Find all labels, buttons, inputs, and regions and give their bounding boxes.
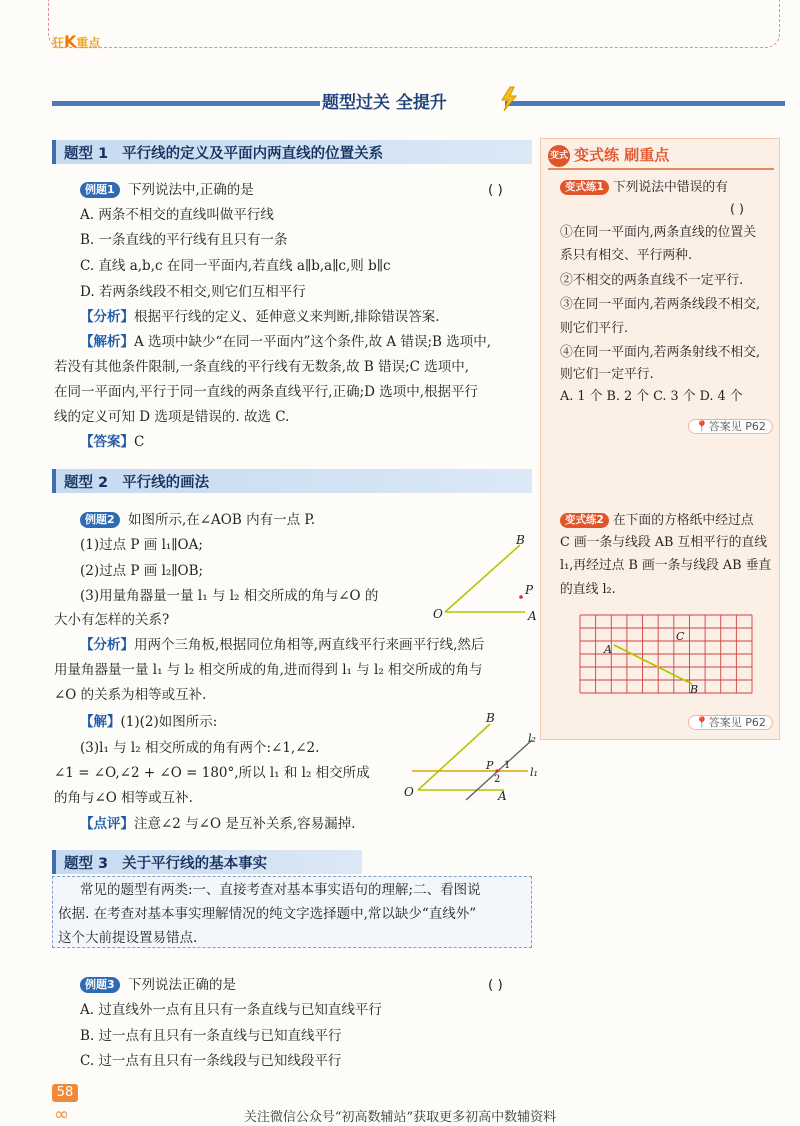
svg-text:2: 2 bbox=[494, 774, 501, 785]
example1-solution-line: 若没有其他条件限制,一条直线的平行线有无数条,故 B 错误;C 选项中, bbox=[54, 359, 470, 375]
variant1-line: 则它们平行. bbox=[560, 321, 629, 336]
example2-analysis-line: 用量角器量一量 l₁ 与 l₂ 相交所成的角,进而得到 l₁ 与 l₂ 相交所成的角与 bbox=[54, 662, 483, 678]
svg-text:P: P bbox=[525, 583, 534, 597]
variant-badge-icon: 变式 bbox=[548, 145, 570, 167]
pin-icon: 📍 bbox=[695, 716, 709, 729]
variant1-line: ③在同一平面内,若两条线段不相交, bbox=[560, 297, 761, 312]
variant2-answer-ref[interactable]: 📍答案见 P62 bbox=[688, 714, 773, 730]
variant1-answer-paren: ( ) bbox=[730, 202, 745, 217]
svg-text:B: B bbox=[516, 533, 525, 547]
page-number: 58 bbox=[52, 1084, 78, 1102]
example1-question: 例题1 下列说法中,正确的是 bbox=[80, 178, 254, 202]
svg-text:P: P bbox=[486, 759, 494, 772]
variant1-line: ②不相交的两条直线不一定平行. bbox=[560, 273, 744, 288]
example2-item: (3)用量角器量一量 l₁ 与 l₂ 相交所成的角与∠O 的 bbox=[80, 588, 379, 604]
lightning-icon bbox=[498, 86, 520, 112]
example1-option-c: C. 直线 a,b,c 在同一平面内,若直线 a∥b,a∥c,则 b∥c bbox=[80, 258, 391, 274]
angle-figure-1 bbox=[425, 530, 545, 622]
svg-text:l₁: l₁ bbox=[530, 766, 538, 779]
brand-logo: 狂K重点 bbox=[52, 32, 101, 51]
type2-heading: 题型 2 平行线的画法 bbox=[52, 469, 532, 493]
example1-solution-line: 线的定义可知 D 选项是错误的. 故选 C. bbox=[54, 409, 290, 425]
footer-note: 关注微信公众号“初高数辅站”获取更多初高中数辅资料 bbox=[243, 1110, 557, 1125]
example2-solve-line: ∠1 = ∠O,∠2 + ∠O = 180°,所以 l₁ 和 l₂ 相交所成 bbox=[54, 765, 370, 781]
example1-answer-paren: ( ) bbox=[488, 182, 503, 198]
variant2-line: 变式练2 在下面的方格纸中经过点 bbox=[560, 510, 754, 532]
example2-item: (1)过点 P 画 l₁∥OA; bbox=[80, 537, 203, 553]
example3-option-c: C. 过一点有且只有一条线段与已知线段平行 bbox=[80, 1053, 342, 1069]
type3-heading: 题型 3 关于平行线的基本事实 bbox=[52, 850, 362, 874]
type1-heading: 题型 1 平行线的定义及平面内两直线的位置关系 bbox=[52, 140, 532, 164]
example1-option-b: B. 一条直线的平行线有且只有一条 bbox=[80, 232, 288, 248]
grid-figure bbox=[578, 613, 768, 697]
svg-text:O: O bbox=[404, 785, 414, 799]
pin-icon: 📍 bbox=[695, 420, 709, 433]
svg-text:l₂: l₂ bbox=[528, 732, 536, 745]
variant1-question: 变式练1 下列说法中错误的有 bbox=[560, 177, 728, 199]
example1-answer: 【答案】C bbox=[80, 434, 145, 450]
example3-label: 例题3 bbox=[80, 977, 120, 993]
svg-text:B: B bbox=[690, 683, 699, 696]
example2-solve-line: (3)l₁ 与 l₂ 相交所成的角有两个:∠1,∠2. bbox=[80, 740, 320, 756]
variant-heading-rule bbox=[548, 168, 774, 170]
svg-text:1: 1 bbox=[504, 760, 511, 771]
variant2-line: C 画一条与线段 AB 互相平行的直线 bbox=[560, 535, 767, 550]
variant1-options: A. 1 个 B. 2 个 C. 3 个 D. 4 个 bbox=[560, 389, 743, 404]
title-rule-left bbox=[52, 101, 320, 106]
variant2-line: 的直线 l₂. bbox=[560, 582, 616, 597]
variant1-line: ①在同一平面内,两条直线的位置关 bbox=[560, 225, 757, 240]
example1-solution-line: 在同一平面内,平行于同一直线的两条直线平行,正确;D 选项中,根据平行 bbox=[54, 384, 479, 400]
svg-text:A: A bbox=[528, 609, 537, 622]
variant2-line: l₁,再经过点 B 画一条与线段 AB 垂直 bbox=[560, 558, 772, 573]
example1-label: 例题1 bbox=[80, 182, 120, 198]
example1-analysis: 【分析】根据平行线的定义、延伸意义来判断,排除错误答案. bbox=[80, 309, 440, 325]
example3-option-b: B. 过一点有且只有一条直线与已知直线平行 bbox=[80, 1028, 342, 1044]
example2-item: 大小有怎样的关系? bbox=[54, 612, 170, 628]
variant-practice-heading: 变式 变式练 刷重点 bbox=[548, 144, 669, 167]
title-rule-right bbox=[505, 101, 785, 106]
variant2-label: 变式练2 bbox=[560, 513, 609, 528]
variant1-answer-ref[interactable]: 📍答案见 P62 bbox=[688, 418, 773, 434]
section-title: 题型过关 全提升 bbox=[322, 93, 447, 113]
variant1-line: 系只有相交、平行两种. bbox=[560, 248, 693, 263]
type3-intro-line: 依据. 在考查对基本事实理解情况的纯文字选择题中,常以缺少“直线外” bbox=[58, 906, 477, 922]
svg-text:B: B bbox=[486, 711, 495, 725]
example2-item: (2)过点 P 画 l₂∥OB; bbox=[80, 563, 204, 579]
svg-text:O: O bbox=[433, 607, 443, 621]
variant1-line: ④在同一平面内,若两条射线不相交, bbox=[560, 345, 761, 360]
example3-answer-paren: ( ) bbox=[488, 977, 503, 993]
type3-intro-line: 这个大前提设置易错点. bbox=[58, 930, 198, 946]
example2-comment: 【点评】注意∠2 与∠O 是互补关系,容易漏掉. bbox=[80, 816, 356, 832]
example1-option-a: A. 两条不相交的直线叫做平行线 bbox=[80, 207, 274, 223]
svg-text:A: A bbox=[604, 643, 612, 656]
example3-option-a: A. 过直线外一点有且只有一条直线与已知直线平行 bbox=[80, 1002, 382, 1018]
type3-intro-line: 常见的题型有两类:一、直接考查对基本事实语句的理解;二、看图说 bbox=[80, 882, 481, 898]
angle-figure-2 bbox=[400, 710, 545, 802]
variant1-line: 则它们一定平行. bbox=[560, 367, 654, 382]
example2-solve-line: 的角与∠O 相等或互补. bbox=[54, 790, 193, 806]
example1-option-d: D. 若两条线段不相交,则它们互相平行 bbox=[80, 284, 306, 300]
svg-text:C: C bbox=[676, 630, 685, 643]
variant1-label: 变式练1 bbox=[560, 180, 609, 195]
svg-text:A: A bbox=[498, 789, 507, 802]
example1-solution-line: 【解析】A 选项中缺少“在同一平面内”这个条件,故 A 错误;B 选项中, bbox=[80, 334, 492, 350]
example3-question: 例题3 下列说法正确的是 bbox=[80, 973, 236, 997]
infinity-icon: ∞ bbox=[54, 1104, 69, 1125]
example2-solve-line: 【解】(1)(2)如图所示: bbox=[80, 714, 218, 730]
example2-label: 例题2 bbox=[80, 512, 120, 528]
header-frame bbox=[48, 0, 780, 48]
example2-analysis-line: ∠O 的关系为相等或互补. bbox=[54, 687, 207, 703]
example2-analysis-line: 【分析】用两个三角板,根据同位角相等,两直线平行来画平行线,然后 bbox=[80, 637, 485, 653]
example2-question: 例题2 如图所示,在∠AOB 内有一点 P. bbox=[80, 508, 315, 532]
